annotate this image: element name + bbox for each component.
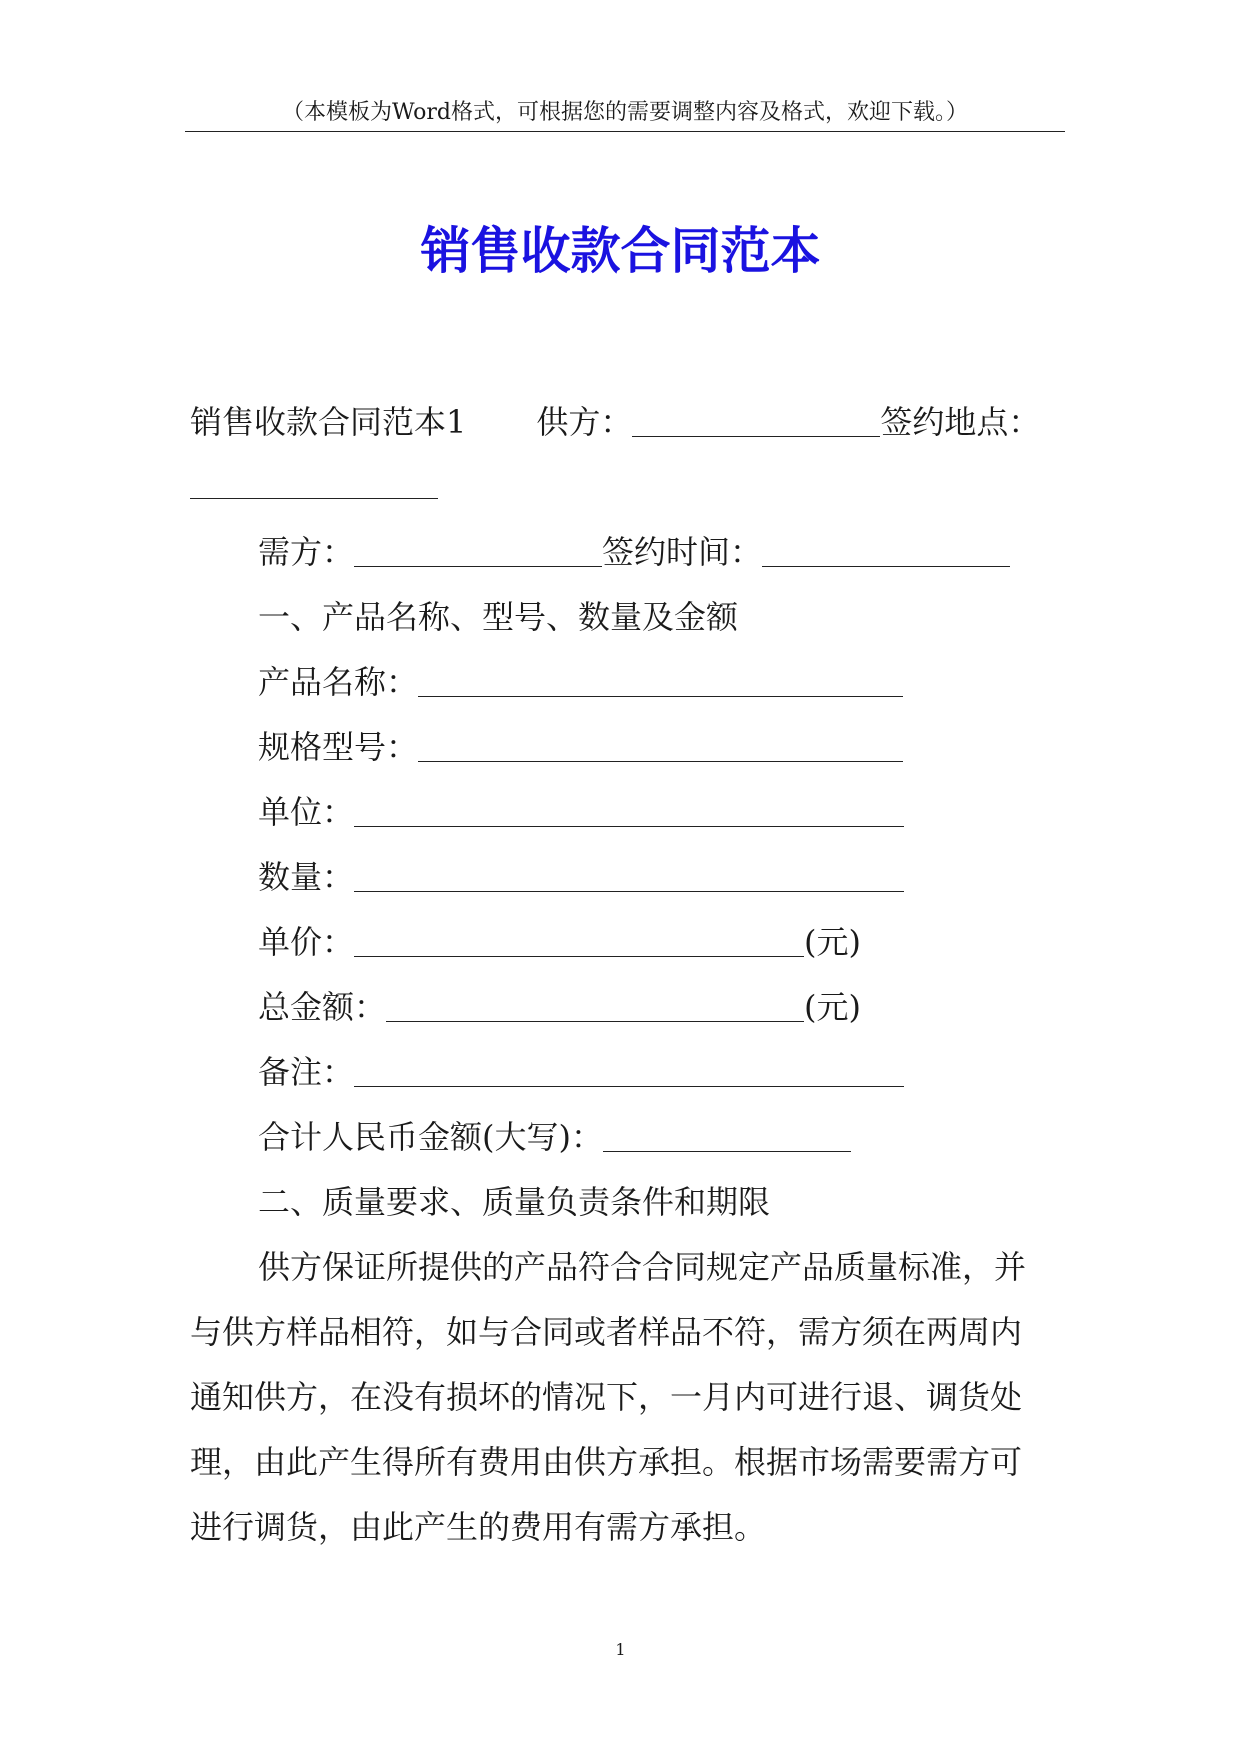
line-unit-price [258, 920, 861, 964]
section-2-heading: 二、质量要求、质量负责条件和期限 [258, 1183, 771, 1221]
line-remarks [258, 1050, 904, 1094]
line-model [258, 725, 903, 769]
line-unit [258, 790, 904, 834]
remarks-label: 备注： [258, 1053, 355, 1091]
product-name-blank[interactable] [418, 696, 903, 697]
document-title: 销售收款合同范本 [420, 221, 821, 280]
rmb-total-blank[interactable] [603, 1151, 851, 1152]
sign-time-label: 签约时间： [602, 533, 763, 571]
unit-price-suffix: (元) [804, 923, 861, 961]
sign-place-label: 签约地点： [880, 403, 1041, 441]
contract-number-label: 销售收款合同范本1 [190, 403, 467, 441]
paragraph-line-2: 与供方样品相符，如与合同或者样品不符，需方须在两周内 [190, 1313, 1023, 1351]
line-sign-place-blank [190, 462, 438, 506]
supplier-label: 供方： [536, 403, 633, 441]
unit-blank[interactable] [354, 826, 904, 827]
product-name-label: 产品名称： [258, 663, 419, 701]
line-total [258, 985, 861, 1029]
supplier-blank[interactable] [632, 436, 880, 437]
sign-place-blank[interactable] [190, 498, 438, 499]
paragraph-line-3: 通知供方，在没有损坏的情况下，一月内可进行退、调货处 [190, 1378, 1023, 1416]
quantity-label: 数量： [258, 858, 355, 896]
sign-time-blank[interactable] [762, 566, 1010, 567]
line-rmb-total [258, 1115, 851, 1159]
model-blank[interactable] [418, 761, 903, 762]
line-quantity [258, 855, 904, 899]
paragraph-line-1: 供方保证所提供的产品符合合同规定产品质量标准，并 [258, 1248, 1027, 1286]
line-contract-supplier [190, 400, 1040, 444]
section-1-heading: 一、产品名称、型号、数量及金额 [258, 598, 739, 636]
buyer-label: 需方： [258, 533, 355, 571]
page-number: 1 [615, 1640, 626, 1659]
total-label: 总金额： [258, 988, 387, 1026]
unit-price-label: 单价： [258, 923, 355, 961]
quantity-blank[interactable] [354, 891, 904, 892]
model-label: 规格型号： [258, 728, 419, 766]
header-note: （本模板为Word格式，可根据您的需要调整内容及格式，欢迎下载。） [282, 100, 968, 125]
line-product-name [258, 660, 903, 704]
buyer-blank[interactable] [354, 566, 602, 567]
header-rule [185, 131, 1065, 132]
total-blank[interactable] [386, 1021, 804, 1022]
paragraph-line-5: 进行调货，由此产生的费用有需方承担。 [190, 1508, 767, 1546]
rmb-total-label: 合计人民币金额(大写)： [258, 1118, 603, 1156]
total-suffix: (元) [804, 988, 861, 1026]
unit-price-blank[interactable] [354, 956, 804, 957]
paragraph-line-4: 理，由此产生得所有费用由供方承担。根据市场需要需方可 [190, 1443, 1023, 1481]
remarks-blank[interactable] [354, 1086, 904, 1087]
line-buyer [258, 530, 1010, 574]
unit-label: 单位： [258, 793, 355, 831]
